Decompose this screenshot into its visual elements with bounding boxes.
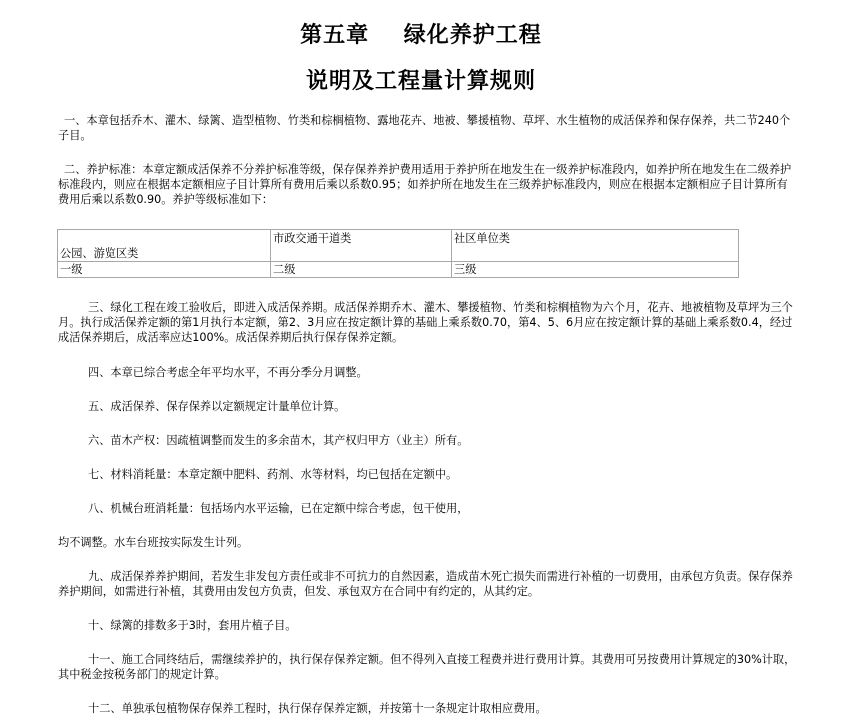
table-cell: 二级 xyxy=(271,262,452,278)
table-header-cell: 公园、游览区类 xyxy=(58,230,271,262)
paragraph-1: 一、本章包括乔木、灌木、绿篱、造型植物、竹类和棕榈植物、露地花卉、地被、攀援植物、草坪、水生植物的成活保养和保存保养，共二节240个子目。 xyxy=(58,114,791,142)
paragraph-8-continued: 均不调整。水车台班按实际发生计列。 xyxy=(58,536,249,549)
chapter-title: 第五章 绿化养护工程 xyxy=(300,22,542,48)
section-subtitle: 说明及工程量计算规则 xyxy=(305,68,536,94)
paragraph-6: 六、苗木产权：因疏植调整而发生的多余苗木，其产权归甲方（业主）所有。 xyxy=(88,434,469,447)
paragraph-10: 十、绿篱的排数多于3时，套用片植子目。 xyxy=(88,619,297,632)
paragraph-11: 十一、施工合同终结后，需继续养护的，执行保存保养定额。但不得列入直接工程费并进行费用计算。其费用可另按费用计算规定的30%计取，其中税金按税务部门的规定计算。 xyxy=(58,653,796,681)
paragraph-3: 三、绿化工程在竣工验收后，即进入成活保养期。成活保养期乔木、灌木、攀援植物、竹类和棕榈植物为六个月，花卉、地被植物及草坪为三个月。执行成活保养定额的第1月执行本定额，第2、3月应在按定额计算的基础上乘系数0.70，第4、5、6月应在按定额计算的基础上乘系数0.4，经过成活保养期后，成活率应达100%。成活保养期后执行保存保养定额。 xyxy=(58,301,793,344)
table-header-row xyxy=(58,230,739,262)
table-cell: 三级 xyxy=(452,262,739,278)
paragraph-12: 十二、单独承包植物保存保养工程时，执行保存保养定额，并按第十一条规定计取相应费用。 xyxy=(88,702,547,715)
maintenance-grade-table xyxy=(57,229,739,278)
paragraph-5: 五、成活保养、保存保养以定额规定计量单位计算。 xyxy=(88,400,346,413)
table-header-cell: 社区单位类 xyxy=(452,230,739,262)
table-cell: 一级 xyxy=(58,262,271,278)
paragraph-2: 二、养护标准：本章定额成活保养不分养护标准等级，保存保养养护费用适用于养护所在地发生在一级养护标准段内，如养护所在地发生在二级养护标准段内，则应在根据本定额相应子目计算所有费用后乘以系数0.95；如养护所在地发生在三级养护标准段内，则应在根据本定额相应子目计算所有费用后乘以系数0.90。养护等级标准如下： xyxy=(58,163,792,206)
paragraph-9: 九、成活保养养护期间，若发生非发包方责任或非不可抗力的自然因素，造成苗木死亡损失而需进行补植的一切费用，由承包方负责。保存保养养护期间，如需进行补植，其费用由发包方负责，但发、承包双方在合同中有约定的，从其约定。 xyxy=(58,570,793,598)
table-row xyxy=(58,262,739,278)
table-header-cell: 市政交通干道类 xyxy=(271,230,452,262)
paragraph-4: 四、本章已综合考虑全年平均水平，不再分季分月调整。 xyxy=(88,366,368,379)
paragraph-7: 七、材料消耗量：本章定额中肥料、药剂、水等材料，均已包括在定额中。 xyxy=(88,468,458,481)
paragraph-8: 八、机械台班消耗量：包括场内水平运输，已在定额中综合考虑，包干使用， xyxy=(88,502,469,515)
